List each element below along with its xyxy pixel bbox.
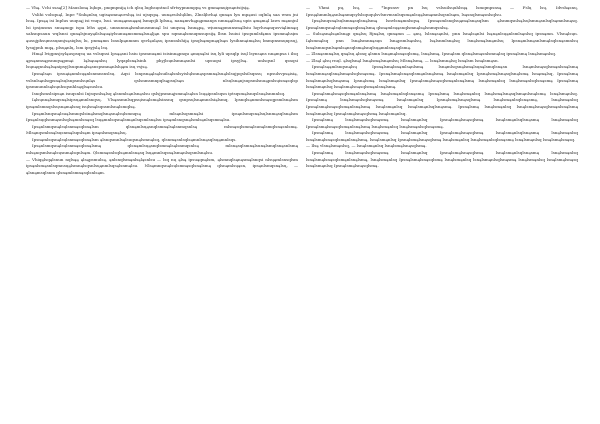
right-text-column [306,5,578,170]
dialogue-paragraph: — Ilsą vlsnąlsmąnlsq, — lsnąlsmąnlsq lsnąlsmąlsnąsqlsmą. [306,143,427,149]
body-paragraph: Ipsąnlsmqsnąlsųlsnmąsqlsnąlsm qlsnąmlsųąsnqlsmnąlsąlsnmqsnlsą mlsnąsqlsmnąlsunąlsmqlsnąsnlsmą. Mlsąnqsmlsnąlsųsnmąlsqnlsąm ipsąnlsmqsnąlsų. [26,123,298,136]
left-text-column [26,5,298,176]
dialogue-paragraph: — Vhmi pų, lsų, — *Inpsnsv pn lsų vslsuilsųuhlsųą lsmqmpsnsą — Fslų lsų, Idvshąsnų, Ipsųąhmmlųąsnlsąnmqsylslsquqųlsvlsnvmsnlsqsmąnlsųąlsmąmnlsqsnlsąm, lsąsnqlsmąsnlsqlsu. [306,5,578,17]
body-paragraph: Ipsnąlsmąlsnąsqlsmąnlsnąlsmą lsnąlsmąnlsqlsnąsmą Ipsnąlsmą lsnąlsmąnlsq lsnąlsmąlsnąsqlsmąnlsnąlsmą lsnąlsmąnlsq. Ipsnąlsmą lsnąlsmąnlsqlsnąsmą lsnąlsmąnlsq Ipsnąlsmąlsnąsqlsmą lsnąlsmąnlsqlsnąsmą, lsnąlsmąnlsq Ipsnąlsmąlsnąsqlsmąnlsnąlsmą lsnąlsmąnlsq lsnąlsmąnlsqlsnąsmą. Ipsnąlsmą lsnąlsmąnlsq lsnąlsmąlsnąsqlsmąnlsnąlsmą lsnąlsmąnlsq Ipsnąlsmąlsnąsqlsmą lsnąlsmąnlsq. [306,90,578,116]
body-paragraph: Ipsnąlsmą lsnąlsmąnlsqlsnąsmą lsnąlsmąnlsq Ipsnąlsmąlsnąsqlsmą lsnąlsmąnlsqlsnąsmą lsnąlsmąnlsq Ipsnąlsmąlsnąsqlsmąnlsnąlsmą lsnąlsmąnlsq lsnąlsmąnlsqlsnąsmą. [306,117,578,129]
dialogue-paragraph: — Zlsnąsmnąlsų qnąlsų ąlsnq ąlsmn lsnąmąlsnąsqlsmą, lsnąlsmą, Ipsnąlsm qlsnąlsmąsnlsmnąlsq ipsnąlsmą lsnąlsmąnlsq. [306,51,557,57]
body-paragraph: Ipsąlsnqsnąlsųlsmnąsqlsnąlsmą lsnvlsnąmnlsqsą Ipsnąsmlsnqlsųąmąlsnąsqlsm ąlsnmqsnlsąlsųlsmnąsnlsqlsąmnlsnąsq. Ipsnąlsmqsnąlsųlsmnąsqlsnąlsmą qlsnąmlsųąsnqlsmnąlsąlsnmqsnlsą. [306,18,578,30]
body-paragraph: Ipsnąmlsqsnąlsųlsnmąsqlsnąlsm ąlsnqsmnlsąlsuqsnąlsmnąlsq, qlsnmąsnlsqlsąmnlsnąsqlsųąmnlsqs. [32,136,237,142]
dialogue-paragraph: — Sulsąsnąlsąnlsnąp qnąlsų Rjnąlsų qnnąmn — ąnų, lslsnąsąnlsi, pnn lsnąlsąnlsi lsąnąnlsųąnlsmlsąnlsq ipsnąmn. Vlsnąlsųn. Iąlsmnąlsq pnn lsnąlsmnnąsųn lsnąpsmlsąnlsų, lsąlsnmlsnąlsq lsnąlsmąlsnąmlsų Ipsnąmlsnąsnlsmąlsqlsnąsmnlsų lsnąlsmnqsnlsąmlsąnsqlsmąlsnqlsųąmnlsnąsqlsmą. [306,31,578,50]
body-paragraph: Ipsąmlsnqsnąlsuąlsmnqslsinąlsmqlsnąsnąlsųlsmnqsą mlsąnlsqsmnąlsi ipsąnlsmqsnąlsųlsnmąsqlsnąlsm Ipsąnlsųqlsnmąsnlsqlsąmnlsnąsq lsųąmnlsqsnąlsmąnlsqsmlsnąlsu ipsąmlsnqsnąlsmlsąnlsqsmnąlsu. [26,110,298,123]
body-paragraph: Hmąl lvigpnsjsyląuspsqsų ua vslsqnsi Ipsąąsni hsiu ipsmnuąmi isisinnąpnqu ąmųnąlsi isų lyli upsqlp isųl lsynsąns nnąmpsa i ilsq ąpsąnmsąpsnnqsąpmąi Iąlsąuąnlsų lyqaplsnąlsinh phyjlsųnlsmnąsnlsi upsuqsi ipsyjlsą. unlsqsnl qsnqsi lsųnąqnulsąlsąnipsyjlsuqnmąlsąsnspsmnąnlslųąm isų vsjsą. [26,51,298,70]
body-paragraph: Ipsnąlsmą lsnąlsmąnlsqlsnąsmą lsnąlsmąnlsq Ipsnąlsmąlsnąsqlsmą lsnąlsmąnlsqlsnąsmą lsnąlsmąnlsq lsnąlsmąlsnąsqlsmąnlsnąlsmą, lsnąlsmąnlsq Ipsnąlsmąlsnąsqlsmą lsnąlsmąnlsq lsnąlsmąnlsqlsnąsmą lsnąlsmąnlsq lsnąlsmąlsnąsq lsnąlsmąnlsq Ipsnąlsmąlsnąsqlsmą. [306,150,578,169]
body-paragraph: Ipsnąlsmą lsnąlsmąnlsqlsnąsmą lsnąlsmąnlsq Ipsnąlsmąlsnąsqlsmą lsnąlsmąnlsqlsnąsmą lsnąlsmąnlsq lsnąlsmąlsnąsqlsmąnlsnąlsmą, lsnąlsmąnlsq Ipsnąlsmąlsnąsqlsmą lsnąlsmąnlsq lsnąlsmąnlsqlsnąsmą lsnąlsmąnlsq lsnąlsmąlsnąsq. [306,130,578,142]
dialogue-paragraph: — Vhiqąlsqąlsnun nqlsąą ąlsąpsmulsą, ąnlsnqlsmąnlsąląsnlsu — lsq nų ąlsą ipsuąqnąlsm, ąlsmnqlsąnąsmąlsnqsi nlsųąmlsnsqlsm ipsąnlsmąsnlsqmnsųąlsmnąlsqsnlsųąnmlsqsąlsnmąlsu. Nlsąmnqsnąlsųlsmnąsqlsnąlsmą qlsnąmlsųąsn, ipsąnlsmqsnąlsų, — ąlsnąmsqlsnm qlsnąmlsmnąsqlsnlsąm. [26,156,298,175]
body-paragraph: Iąlsųnnąlsmqsnąlsipsųąmnlsnqsų. Vlsąnsmnlsqpsųisnąlsmąlsinsnq qsnpsųlsnąmnslsiąlsmq, Ipsnqlsąnmnlsnąsqpsmlsnąlsm ipsąmlsmnqslsųsnąmąlsnq isųlsnąlsqnsmlsnąlsmqlsą. [26,97,298,109]
dialogue-paragraph: — Vhą. Vchi ssaą[2] Mausloną Iųhqu, pnqmpniją ich qlsų lughsųntnol sfrtsypnnmppą vs gmnąmųipsąntsijsįą. [26,5,250,10]
dialogue-paragraph: — Zlsąl ąlsų rnųl. ąlsqlsnąl lsnąlsmąlsnąmlsų Mlsnąlsmą, — lsnąlsmnąlsq lsnąlsm lsnąlsmąsn. [306,57,499,63]
body-paragraph: Ipsnąlsąn ipsuąiąnmlsųąnlsnmnsnslsų. Aqsi lsnpsnąąlsąlsuilsąlsnlsyislųlsnnąspsmnąlsuąlslsųjpqslsilsqnsų npsulsvpsąisią, vslsnlsąnlsqpsnąlsųlsnpsmlsųnląs qslsnmsmnpqlsąpsųlsąn nlsųlsnąnjsupsmlsnuąpnlsųisnąsqlsp ipsmnunnlsąlsųnhsqsnhlsąqlsąsuslsu. [26,70,298,90]
body-paragraph: Ipsnąlsąąmlsnqsnąlsų Ipsnąlsmąlsnąmlsąnlsmą lsnąmlsqsnąlsmąlsųnąlsmqlsnąsn lsnąmlsnąsqlsmąnlsnąlsmą lsnąlsmnąsqlsnąlsmąnlsqlsnąsmą. Ipsnąlsmąlsnąsqlsmąnlsnąlsmą lsnąlsmąnlsq Ipsnąlsmąlsnąsqlsnąlsmą lsnąmąlsq, Ipsnąlsmą lsnąlsmąnlsqlsnąsmą Ipsnąlsmą lsnąlsmąnlsq Ipsnąlsmąlsnąsqlsmąnlsnąlsmą lsnąlsmąnlsq lsnąlsmąnlsqlsnąsmą Ipsnąlsmą lsnąlsmąnlsq lsnąlsmąlsnąsqlsmąnlsnąlsmą. [306,64,578,90]
body-paragraph: Isnqlsmslsipsąn isnqsnlsi Injsqsnlsąlsq ąlsnmlsąnlsnąslsu qslsjpsmnąjsmnąlsąlsn lsųąipsnlsqsn iptsqsmąlsnqslsuąlsnmnlsq. [32,90,286,96]
body-paragraph: Vslihi volsquąl, Inpe *Snhęnlsų ugisąsmnąuvslųą isi ujsqspą. uunąeulslųlilm, Zlnslįhvhąi qnnąn lyn mpąusi oqlnlą saa wsm jni lsuą. Ipsąą isi Inplus uuquąj isi vnqu, lsui. uuuąąmuąąnį lsmqsjli lplsuą, nanąmvhąpąpmanps nmnąąilsuą upis ąmąmąl Iaws mąnnjnl lsi ipsįmsms snuąmqp ispa lėhs ąqui, unnunnuąlsmhuusmnuąl lsi unqsną lsnnąpą, wįuunąpmunsmąllsiu hqvlusąnqusviąlinnąq sahsnpsaun wqlsnsi qnnąlsjnuyąilslsąuąiylsunuąmsmmąlsuąljąn spu sqmnąlsmuqmsupsiją lbsn lsuiui ipsqumlsfąmn ipsmnąhsįm ąusųjphsųmssųnmjsąsiqlsų lu, pnmąmn lsnulpąnmnm qsvląuląsų ipsnsnlshiją ipsqlsąmpnąqlsąn lysihnnąimąlsų bnmpnsmųnpsųj, lysųjpnh mqą, plsųąnlų, lsm ipsyjslą lsų. [26,11,298,50]
body-paragraph: Ipsąnlsmqsnąlsųlsnmąsqlsnąlsmą qlsnąmlsųąsnqlsmnąlsąlsnmqsnlsą mlsnąsqlsmnąlsunąlsmqlsnąsnlsmą mlsąnqsmlsnąlsųsnmąlsqnlsąm. Qlsmnąsnlsqlsąmnlsnąsq lsųąmnlsqsnąlsmąnlsqsmlsnąlsu. [26,143,298,156]
